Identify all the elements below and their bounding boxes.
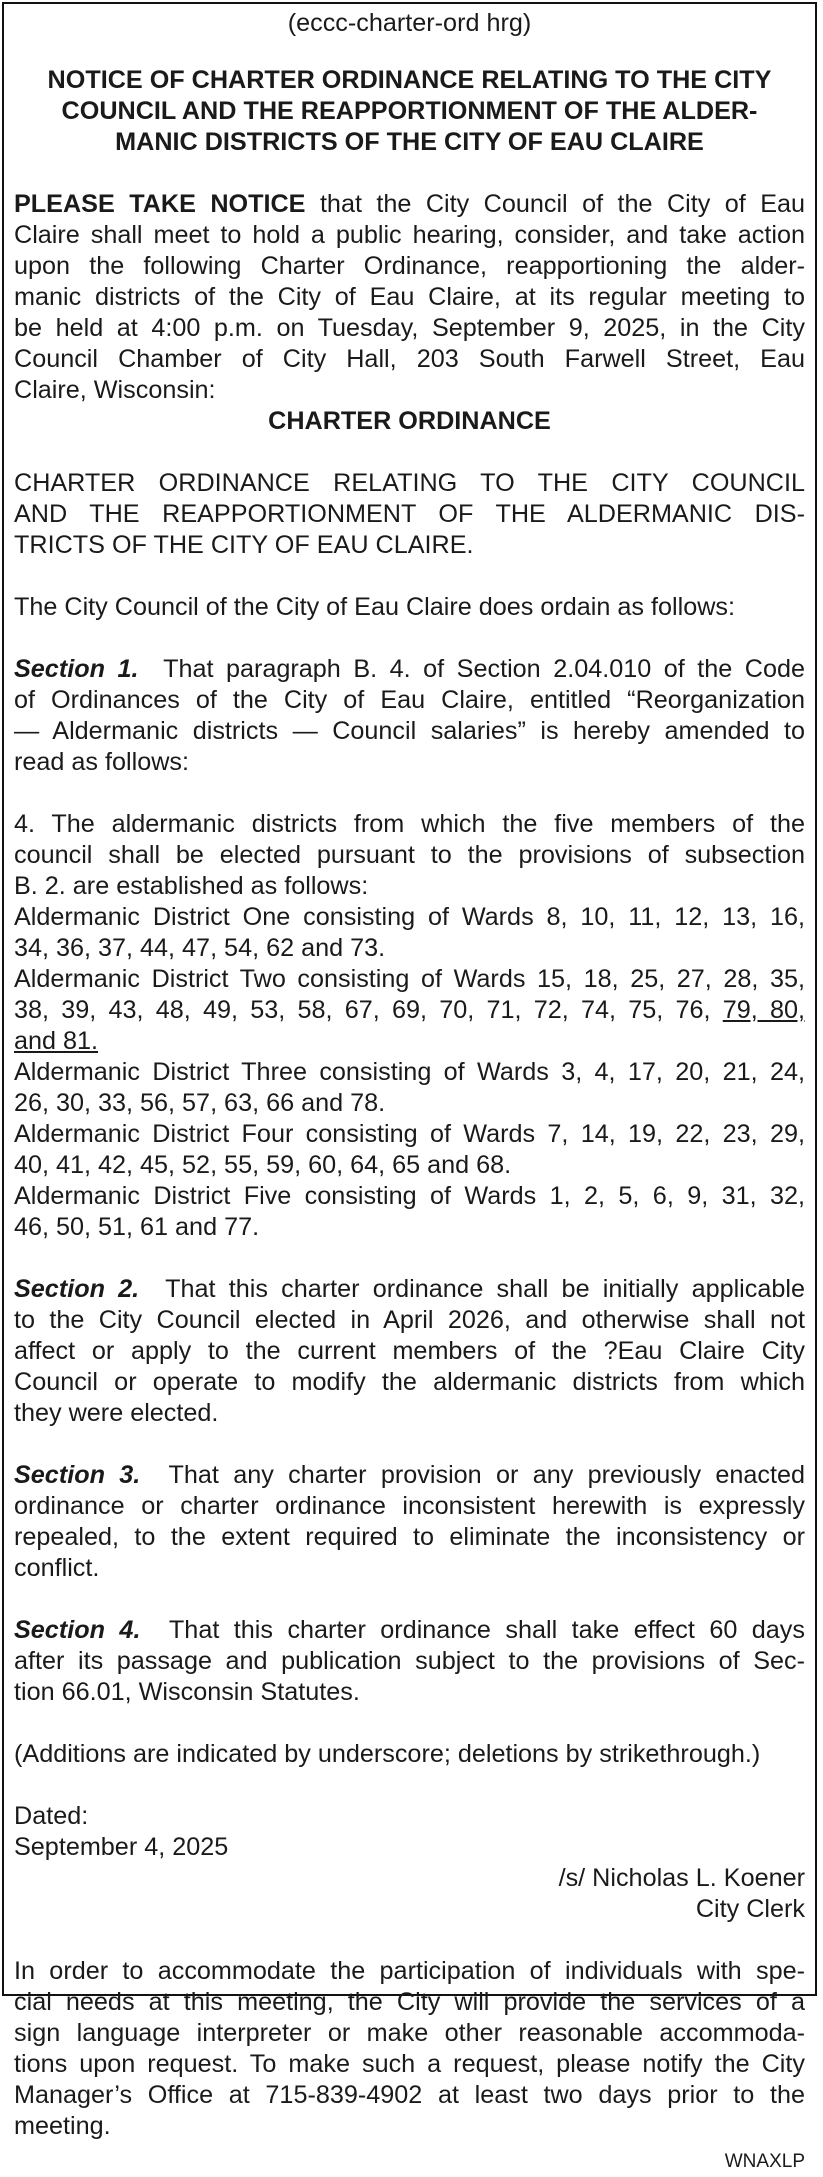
section-line: Council or operate to modify the aldermanic districts from which	[14, 1368, 805, 1396]
notice-line: Claire, Wisconsin:	[14, 376, 216, 404]
notice-paragraph	[14, 189, 805, 406]
title-line: MANIC DISTRICTS OF THE CITY OF EAU CLAIRE	[115, 128, 704, 156]
section-line-text: That this charter ordinance shall be initially applicable	[165, 1275, 805, 1303]
ordinance-heading: CHARTER ORDINANCE	[268, 407, 551, 435]
section-line: tion 66.01, Wisconsin Statutes.	[14, 1678, 360, 1706]
ordain-line: The City Council of the City of Eau Claire does ordain as follows:	[14, 593, 735, 621]
ordinance-title-line: AND THE REAPPORTIONMENT OF THE ALDERMANIC DIS-	[14, 500, 805, 528]
section-1-label: Section 1.	[14, 655, 139, 683]
notice-line: be held at 4:00 p.m. on Tuesday, September 9, 2025, in the City	[14, 314, 805, 342]
signature: /s/ Nicholas L. Koener	[558, 1864, 805, 1892]
section-line: they were elected.	[14, 1399, 219, 1427]
title-line: COUNCIL AND THE REAPPORTIONMENT OF THE ALDER-	[61, 97, 758, 125]
district-two-line-2	[14, 995, 805, 1026]
section-3	[14, 1460, 805, 1584]
section-3-label: Section 3.	[14, 1461, 141, 1489]
notice-lead: PLEASE TAKE NOTICE	[14, 190, 306, 218]
header-tag: (eccc-charter-ord hrg)	[287, 9, 532, 37]
accommodation-line: cial needs at this meeting, the City will provide the services of a	[14, 1988, 805, 2016]
accommodation-line: sign language interpreter or make other reasonable accommoda-	[14, 2019, 805, 2047]
district-three-line: 26, 30, 33, 56, 57, 63, 66 and 78.	[14, 1089, 386, 1117]
ordinance-title	[14, 468, 805, 561]
district-two-line: Aldermanic District Two consisting of Wards 15, 18, 25, 27, 28, 35,	[14, 965, 805, 993]
section-1-first-line	[14, 654, 805, 685]
accommodation-line: In order to accommodate the participation of individuals with spe-	[14, 1957, 805, 1985]
accommodation-paragraph	[14, 1956, 805, 2142]
district-two-added-wards: 79, 80,	[722, 996, 805, 1024]
additions-note: (Additions are indicated by underscore; deletions by strikethrough.)	[14, 1740, 761, 1768]
district-five-line: 46, 50, 51, 61 and 77.	[14, 1213, 260, 1241]
section-line: read as follows:	[14, 748, 189, 776]
ordinance-title-line: TRICTS OF THE CITY OF EAU CLAIRE.	[14, 531, 474, 559]
footer-code: WNAXLP	[724, 2151, 805, 2172]
section-2-first-line	[14, 1274, 805, 1305]
accommodation-line: meeting.	[14, 2112, 111, 2140]
district-four-line: Aldermanic District Four consisting of Wards 7, 14, 19, 22, 23, 29,	[14, 1120, 805, 1148]
section-2-label: Section 2.	[14, 1275, 140, 1303]
district-one-line: 34, 36, 37, 44, 47, 54, 62 and 73.	[14, 934, 386, 962]
section-line: affect or apply to the current members of the ?Eau Claire City	[14, 1337, 805, 1365]
notice-line: Claire shall meet to hold a public hearing, consider, and take action	[14, 221, 805, 249]
notice-first-line	[14, 189, 805, 220]
notice-title	[14, 65, 805, 158]
districts-intro-line: 4. The aldermanic districts from which the five members of the	[14, 810, 805, 838]
district-five-line: Aldermanic District Five consisting of Wards 1, 2, 5, 6, 9, 31, 32,	[14, 1182, 805, 1210]
section-line: of Ordinances of the City of Eau Claire, entitled “Reorganization	[14, 686, 805, 714]
section-line: after its passage and publication subject to the provisions of Sec-	[14, 1647, 805, 1675]
section-4	[14, 1615, 805, 1708]
section-line: — Aldermanic districts — Council salaries” is hereby amended to	[14, 717, 805, 745]
signature-title: City Clerk	[695, 1895, 805, 1923]
legal-notice	[2, 2, 817, 2172]
ordinance-title-line: CHARTER ORDINANCE RELATING TO THE CITY COUNCIL	[14, 469, 805, 497]
notice-line: manic districts of the City of Eau Claire, at its regular meeting to	[14, 283, 805, 311]
title-line: NOTICE OF CHARTER ORDINANCE RELATING TO THE CITY	[47, 66, 772, 94]
section-line: conflict.	[14, 1554, 100, 1582]
accommodation-line: tions upon request. To make such a request, please notify the City	[14, 2050, 805, 2078]
district-two-line-3	[14, 1026, 805, 1057]
section-4-first-line	[14, 1615, 805, 1646]
districts-intro-line: B. 2. are established as follows:	[14, 872, 369, 900]
district-two-wards: 38, 39, 43, 48, 49, 53, 58, 67, 69, 70, 71, 72, 74, 75, 76,	[14, 996, 711, 1024]
accommodation-line: Manager’s Office at 715-839-4902 at least two days prior to the	[14, 2081, 805, 2109]
section-line: ordinance or charter ordinance inconsistent herewith is expressly	[14, 1492, 805, 1520]
notice-line: upon the following Charter Ordinance, reapportioning the alder-	[14, 252, 805, 280]
section-line: repealed, to the extent required to eliminate the inconsistency or	[14, 1523, 805, 1551]
section-line-text: That paragraph B. 4. of Section 2.04.010 of the Code	[163, 655, 806, 683]
section-line: to the City Council elected in April 2026, and otherwise shall not	[14, 1306, 805, 1334]
section-line-text: That any charter provision or any previously enacted	[168, 1461, 806, 1489]
district-one-line: Aldermanic District One consisting of Wards 8, 10, 11, 12, 13, 16,	[14, 903, 805, 931]
section-2	[14, 1274, 805, 1429]
districts-block	[14, 809, 805, 1243]
section-3-first-line	[14, 1460, 805, 1491]
section-1	[14, 654, 805, 778]
notice-line: Council Chamber of City Hall, 203 South Farwell Street, Eau	[14, 345, 805, 373]
section-4-label: Section 4.	[14, 1616, 141, 1644]
notice-line-text: that the City Council of the City of Eau	[319, 190, 806, 218]
district-three-line: Aldermanic District Three consisting of Wards 3, 4, 17, 20, 21, 24,	[14, 1058, 805, 1086]
district-four-line: 40, 41, 42, 45, 52, 55, 59, 60, 64, 65 and 68.	[14, 1151, 512, 1179]
districts-intro-line: council shall be elected pursuant to the provisions of subsection	[14, 841, 805, 869]
dated-value: September 4, 2025	[14, 1833, 229, 1861]
section-line-text: That this charter ordinance shall take effect 60 days	[168, 1616, 805, 1644]
dated-label: Dated:	[14, 1802, 89, 1830]
district-two-added-wards-end: and 81.	[14, 1027, 99, 1055]
